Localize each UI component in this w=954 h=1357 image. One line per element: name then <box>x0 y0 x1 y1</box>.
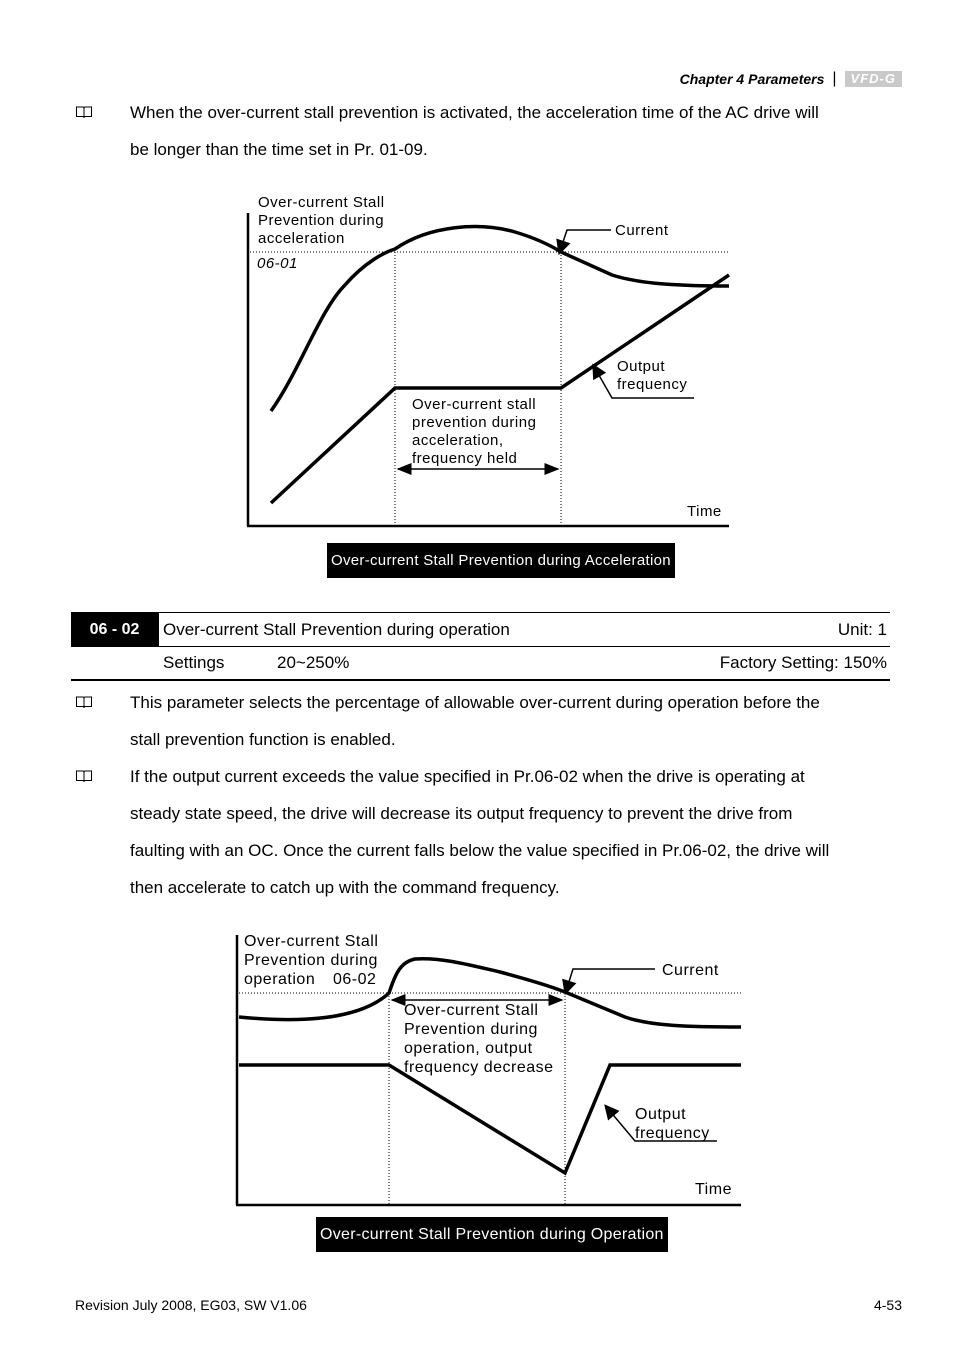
p2-line-1: If the output current exceeds the value specified in Pr.06-02 when the drive is operating at <box>130 767 805 786</box>
intro-line-1: When the over-current stall prevention is activated, the acceleration time of the AC drive will <box>130 103 819 122</box>
page-header <box>680 70 902 88</box>
fig2-ylabel-line-3: operation <box>244 971 316 988</box>
fig2-current-label: Current <box>662 962 719 979</box>
fig1-ylabel-line-1: Over-current Stall <box>258 194 385 211</box>
footer-page-number: 4-53 <box>873 1297 902 1313</box>
p2-line-4: then accelerate to catch up with the command frequency. <box>130 878 560 897</box>
fig1-ylabel <box>258 194 385 248</box>
fig1-held-line-1: Over-current stall <box>412 396 537 413</box>
vfd-g-logo: VFD-G <box>845 71 902 87</box>
fig2-caption: Over-current Stall Prevention during Operation <box>316 1217 668 1252</box>
fig1-held-line-2: prevention during <box>412 414 537 431</box>
fig1-frequency-label-line-1: Output <box>617 358 666 375</box>
settings-label: Settings <box>163 653 225 672</box>
header-separator: | <box>832 70 837 87</box>
fig1-ylabel-line-2: Prevention during <box>258 212 385 229</box>
fig2-decrease-line-1: Over-current Stall <box>404 1002 539 1019</box>
intro-line-2: be longer than the time set in Pr. 01-09. <box>130 140 428 159</box>
description-paragraph-1 <box>130 684 820 758</box>
chapter-title: Chapter 4 Parameters <box>679 71 825 87</box>
fig2-time-label: Time <box>695 1181 732 1198</box>
fig2-decrease-annotation <box>404 1001 554 1077</box>
book-icon <box>77 771 92 782</box>
fig1-time-label: Time <box>687 503 722 520</box>
factory-setting: Factory Setting: 150% <box>719 653 887 672</box>
intro-paragraph <box>130 94 819 168</box>
p2-line-2: steady state speed, the drive will decrease its output frequency to prevent the drive from <box>130 804 793 823</box>
fig1-level-label: 06-01 <box>257 255 298 272</box>
fig2-frequency-label-line-2: frequency <box>635 1125 710 1142</box>
fig1-current-pointer <box>561 230 611 248</box>
fig2-decrease-line-2: Prevention during <box>404 1021 538 1038</box>
book-icon <box>77 697 92 708</box>
fig2-decrease-line-4: frequency decrease <box>404 1059 554 1076</box>
book-icon <box>77 107 92 118</box>
fig2-current-pointer <box>567 969 655 988</box>
fig2-ylabel-line-1: Over-current Stall <box>244 933 379 950</box>
fig1-held-line-3: acceleration, <box>412 432 504 449</box>
fig2-frequency-label-line-1: Output <box>635 1106 687 1123</box>
param-unit: Unit: 1 <box>837 620 887 639</box>
fig1-ylabel-line-3: acceleration <box>258 230 345 247</box>
settings-range: 20~250% <box>277 653 350 672</box>
fig2-ylabel-line-2: Prevention during <box>244 952 378 969</box>
fig1-frequency-label-line-2: frequency <box>617 376 688 393</box>
fig2-level-label: 06-02 <box>333 971 377 988</box>
fig2-decrease-line-3: operation, output <box>404 1040 533 1057</box>
p1-line-1: This parameter selects the percentage of allowable over-current during operation before the <box>130 693 820 712</box>
fig1-frequency-label <box>617 358 687 394</box>
param-code: 06 - 02 <box>71 613 158 646</box>
fig1-held-line-4: frequency held <box>412 450 518 467</box>
fig2-frequency-label <box>635 1105 710 1143</box>
param-name: Over-current Stall Prevention during operation <box>163 620 510 639</box>
fig1-held-annotation <box>412 396 536 468</box>
fig1-caption: Over-current Stall Prevention during Acceleration <box>327 543 675 578</box>
param-divider <box>158 613 159 646</box>
p1-line-2: stall prevention function is enabled. <box>130 730 396 749</box>
p2-line-3: faulting with an OC. Once the current falls below the value specified in Pr.06-02, the drive will <box>130 841 830 860</box>
footer-revision: Revision July 2008, EG03, SW V1.06 <box>75 1297 307 1313</box>
param-bottom-rule <box>71 679 890 681</box>
description-paragraph-2 <box>130 758 829 906</box>
fig1-current-label: Current <box>615 222 669 239</box>
